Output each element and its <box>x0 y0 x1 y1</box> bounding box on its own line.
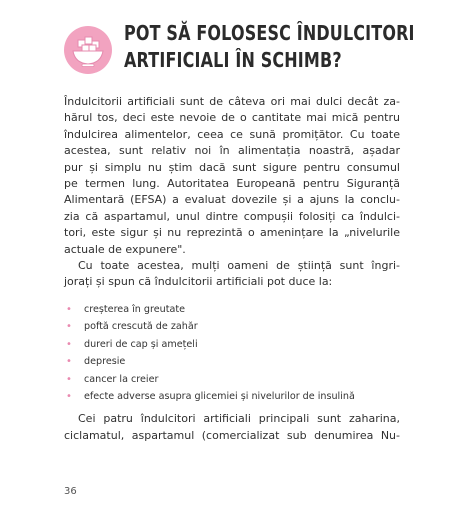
bullet-icon: • <box>66 338 72 350</box>
list-item <box>64 353 400 370</box>
page-number: 36 <box>64 486 77 497</box>
list-item <box>64 336 400 353</box>
list-item-text: dureri de cap și amețeli <box>84 338 198 350</box>
list-item <box>64 301 400 318</box>
text-line: jorați și spun că îndulcitorii artificiali pot duce la: <box>64 275 333 289</box>
list-item-text: creșterea în greutate <box>84 303 186 315</box>
text-line: Cei patru îndulcitori artificiali principali sunt zaharina, <box>78 412 400 426</box>
page-title <box>124 20 415 74</box>
list-item <box>64 371 400 388</box>
article-body <box>64 94 400 444</box>
list-item-text: efecte adverse asupra glicemiei și nivelurilor de insulină <box>84 390 355 402</box>
list-item-text: cancer la creier <box>84 373 159 385</box>
bullet-icon: • <box>66 390 72 402</box>
paragraph-3 <box>64 411 400 444</box>
bullet-icon: • <box>66 321 72 333</box>
bullet-icon: • <box>66 303 72 315</box>
text-line: zia că aspartamul, unul dintre compușii folosiți ca îndulci- <box>64 209 400 223</box>
text-line: ciclamatul, aspartamul (comercializat sub denumirea Nu- <box>64 428 400 442</box>
text-line: Alimentară (EFSA) a evaluat dovezile și a ajuns la conclu- <box>64 193 400 207</box>
list-item <box>64 318 400 335</box>
list-item <box>64 388 400 405</box>
text-line: Cu toate acestea, mulți oameni de știință sunt îngri- <box>78 259 400 273</box>
list-item-text: depresie <box>84 356 126 368</box>
paragraph-2 <box>64 258 400 291</box>
paragraph-1 <box>64 94 400 258</box>
text-line: îndulcirea alimentelor, ceea ce sună promițător. Cu toate <box>64 127 400 141</box>
text-line: acestea, sunt relativ noi în alimentația noastră, așadar <box>64 144 400 158</box>
text-line: actuale de expunere". <box>64 242 186 256</box>
text-line: tori, este sigur și nu reprezintă o amenințare la „nivelurile <box>64 226 400 240</box>
title-line-2: ARTIFICIALI ÎN SCHIMB? <box>124 48 342 72</box>
text-line: hărul tos, deci este nevoie de o cantitate mai mică pentru <box>64 111 400 125</box>
text-line: pur și simplu nu știm dacă sunt sigure pentru consumul <box>64 160 400 174</box>
text-line: Îndulcitorii artificiali sunt de câteva ori mai dulci decât za- <box>64 95 400 108</box>
section-header <box>64 20 424 82</box>
list-item-text: poftă crescută de zahăr <box>84 321 198 333</box>
bowl-of-sugar-cubes-icon <box>64 26 112 74</box>
bullet-list <box>64 301 400 405</box>
title-line-1: POT SĂ FOLOSESC ÎNDULCITORI <box>124 21 415 45</box>
bullet-icon: • <box>66 356 72 368</box>
text-line: pe termen lung. Autoritatea Europeană pentru Siguranță <box>64 177 400 191</box>
bullet-icon: • <box>66 373 72 385</box>
